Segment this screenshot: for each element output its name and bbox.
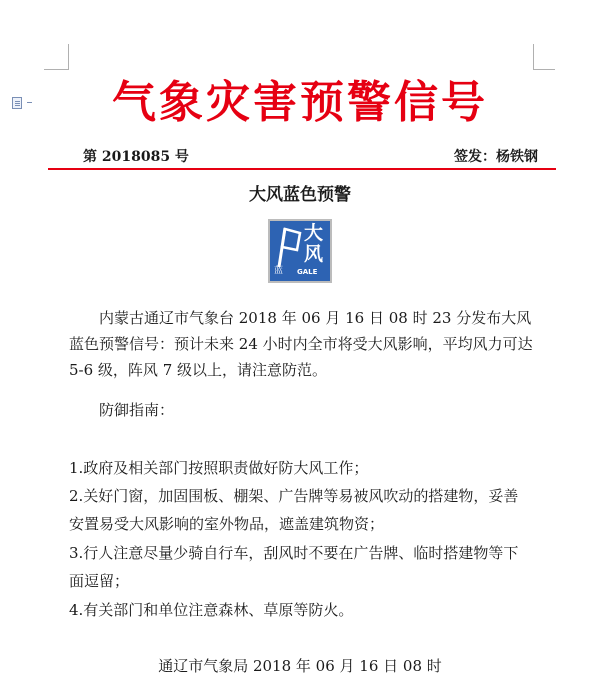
guide-line: 面逗留；	[69, 572, 130, 590]
signoff: 通辽市气象局 2018 年 06 月 16 日 08 时	[158, 657, 442, 675]
header-red-rule	[48, 168, 556, 170]
gale-blue-warning-icon	[268, 219, 332, 283]
icon-char-top: 大	[304, 222, 324, 244]
warning-paragraph: 内蒙古通辽市气象台 2018 年 06 月 16 日 08 时 23 分发布大风蓝色预警信号：预计未来 24 小时内全市将受大风影响，平均风力可达 5-6 级，阵风 7 级以上，请注意防范。	[69, 309, 533, 379]
icon-level-char: 蓝	[274, 266, 284, 276]
warning-title: 大风蓝色预警	[249, 185, 351, 205]
icon-char-bottom: 风	[304, 243, 324, 265]
guide-line: 3.行人注意尽量少骑自行车，刮风时不要在广告牌、临时搭建物等下	[69, 544, 519, 562]
crop-mark-top-left-h	[44, 69, 69, 70]
crop-mark-top-left-v	[68, 44, 69, 70]
guide-line: 1.政府及相关部门按照职责做好防大风工作；	[69, 459, 369, 477]
document-number: 第 2018085 号	[83, 149, 189, 165]
icon-english-label: GALE	[297, 268, 318, 276]
document-signer: 签发：杨铁钢	[454, 149, 538, 165]
document-title: 气象灾害预警信号	[112, 77, 488, 128]
guide-heading: 防御指南：	[99, 401, 175, 419]
guide-line: 2.关好门窗，加固围板、棚架、广告牌等易被风吹动的搭建物，妥善	[69, 487, 519, 505]
guide-line: 4.有关部门和单位注意森林、草原等防火。	[69, 601, 354, 619]
crop-mark-top-right-h	[533, 69, 555, 70]
guide-line: 安置易受大风影响的室外物品，遮盖建筑物资；	[69, 515, 385, 533]
crop-mark-top-right-v	[533, 44, 534, 70]
